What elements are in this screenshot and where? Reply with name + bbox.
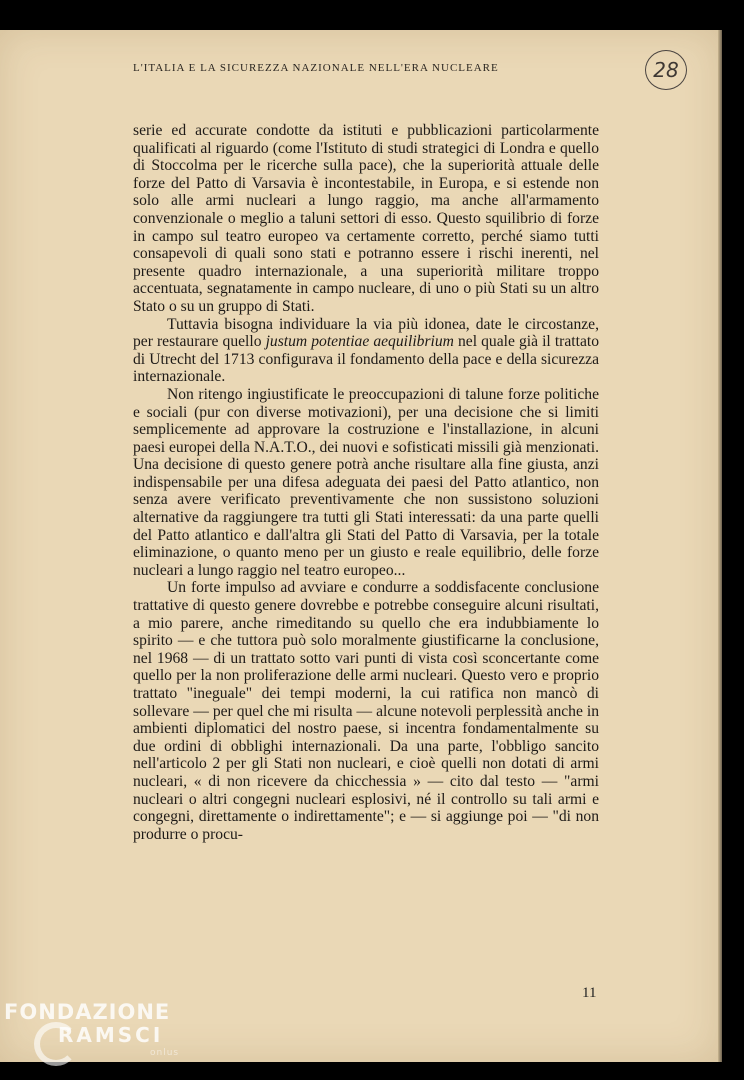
watermark-line-3: onlus — [150, 1048, 180, 1058]
watermark-line-2 — [4, 1024, 204, 1046]
paragraph-4: Un forte impulso ad avviare e condurre a soddisfacente conclusione trattative di questo genere dovrebbe e potrebbe conseguire alcuni risultati, a mio parere, anche rimeditando su quello che era indubbiamente lo spirito — e che tuttora può solo moralmente giustificarne la conclusione, nel 1968 — di un trattato sotto vari punti di vista così sconcertante come quello per la non proliferazione delle armi nucleari. Questo vero e proprio trattato "ineguale" dei tempi moderni, la cui ratifica non mancò di sollevare — per quel che mi risulta — alcune notevoli perplessità anche in ambienti diplomatici del nostro paese, si incentra fondamentalmente su due ordini di obblighi internazionali. Da una parte, l'obbligo sancito nell'articolo 2 per gli Stati non nucleari, e cioè quelli non dotati di armi nucleari, « di non ricevere da chicchessia » — cito dal testo — "armi nucleari o altri congegni nucleari esplosivi, né il controllo su tali armi e congegni, direttamente o indirettamente"; e — si aggiunge poi — "di non produrre o procu- — [133, 579, 599, 843]
handwritten-folio-mark: 28 — [645, 50, 687, 90]
archive-watermark-logo — [4, 1000, 204, 1058]
latin-phrase: justum potentiae aequilibrium — [265, 333, 454, 351]
page-edge — [718, 30, 722, 1062]
paragraph-2-start: Tuttavia bisogna individuare la via più idonea, date le circostanze, per restaurare quello — [133, 315, 599, 351]
running-header: L'ITALIA E LA SICUREZZA NAZIONALE NELL'ERA NUCLEARE — [133, 62, 499, 74]
paragraph-3: Non ritengo ingiustificate le preoccupazioni di talune forze politiche e sociali (pur con diverse motivazioni), per una decisione che si limiti semplicemente ad approvare la costruzione e l'installazione, in alcuni paesi europei della N.A.T.O., dei nuovi e sofisticati missili già menzionati. Una decisione di questo genere potrà anche risultare alla fine giusta, anzi indispensabile per una difesa adeguata dei paesi del Patto atlantico, non senza avere verificato preventivamente che non sussistono soluzioni alternative da raggiungere tra tutti gli Stati interessati: da una parte quelli del Patto atlantico e dall'altra gli Stati del Patto di Varsavia, per la totale eliminazione, o quanto meno per un giusto e reale equilibrio, delle forze nucleari a lungo raggio nel teatro europeo... — [133, 385, 599, 579]
page-number: 11 — [582, 985, 597, 1001]
watermark-line-2-text: RAMSCI — [58, 1023, 164, 1047]
paragraph-2 — [133, 316, 599, 386]
watermark-line-1: FONDAZIONE — [4, 1000, 171, 1024]
paragraph-2-end: nel quale già il trattato di Utrecht del 1713 configurava il fondamento della pace e della sicurezza internazionale. — [133, 333, 599, 386]
paragraph-1: serie ed accurate condotte da istituti e pubblicazioni particolarmente qualificati al riguardo (come l'Istituto di studi strategici di Londra e quello di Stoccolma per le ricerche sulla pace), che la superiorità attuale delle forze del Patto di Varsavia è incontestabile, in Europa, e si estende non solo alle armi nucleari a lungo raggio, ma anche all'armamento convenzionale o meglio a taluni settori di esso. Questo squilibrio di forze in campo sul teatro europeo va certamente corretto, perché siamo tutti consapevoli di quali sono stati e potranno essere i rischi inerenti, nel presente quadro internazionale, a una superiorità militare troppo accentuata, segnatamente in campo nucleare, di uno o più Stati su un altro Stato o su un gruppo di Stati. — [133, 122, 599, 315]
watermark-g-logo-icon — [34, 1022, 78, 1066]
body-text — [133, 122, 599, 843]
